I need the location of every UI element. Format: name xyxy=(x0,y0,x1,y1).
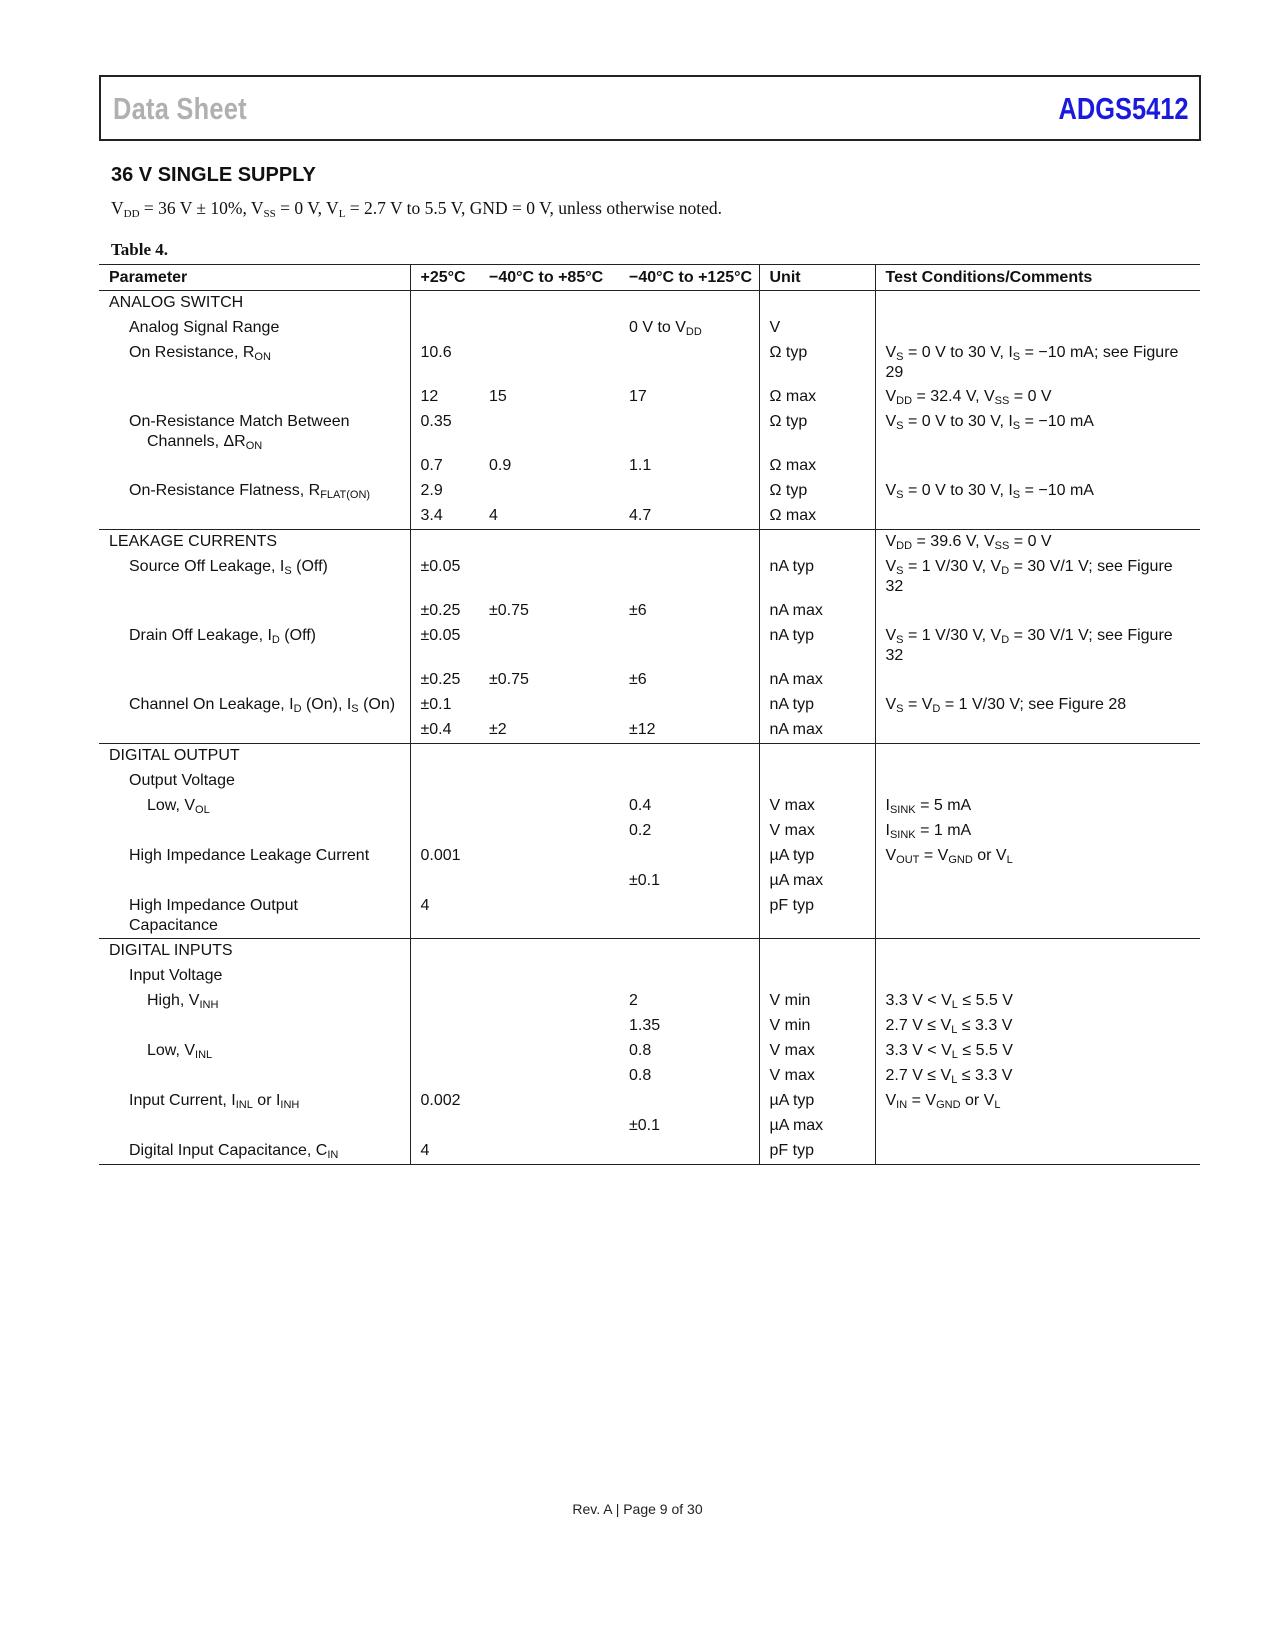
table-row xyxy=(99,599,1200,624)
table-row xyxy=(99,819,1200,844)
unit-cell: nA typ xyxy=(759,555,875,599)
param-cell: Input Voltage xyxy=(129,967,223,984)
value-25c-cell: 0.002 xyxy=(410,1089,479,1114)
value-25c-cell xyxy=(410,989,479,1014)
unit-cell: Ω max xyxy=(759,454,875,479)
unit-cell: Ω max xyxy=(759,504,875,530)
conditions-cell: $I_{SINK} = 1$ mA xyxy=(875,819,1200,844)
table-row xyxy=(99,989,1200,1014)
value-25c-cell: 0.001 xyxy=(410,844,479,869)
value-125c-cell: ±6 xyxy=(629,602,647,619)
table-row xyxy=(99,668,1200,693)
unit-cell: V max xyxy=(759,1039,875,1064)
value-85c-cell xyxy=(479,964,619,989)
value-25c-cell xyxy=(410,794,479,819)
conditions-cell: 3.3 $V < V_L \le 5.5$ V xyxy=(875,1039,1200,1064)
value-125c-cell xyxy=(619,1089,759,1114)
value-25c-cell: ±0.1 xyxy=(410,693,479,718)
conditions-cell: $V_{IN} = V_{GND}$ or $V_L$ xyxy=(875,1089,1200,1114)
param-cell: On-Resistance Flatness, $R_{FLAT(ON)}$ xyxy=(129,482,371,501)
value-25c-cell xyxy=(410,1114,479,1139)
conditions-cell: 2.7 $V \le V_L \le 3.3$ V xyxy=(875,1014,1200,1039)
unit-cell: µA max xyxy=(759,869,875,894)
value-125c-cell xyxy=(619,844,759,869)
value-85c-cell: ±0.75 xyxy=(489,671,529,688)
conditions-cell: $V_{OUT} = V_{GND}$ or $V_L$ xyxy=(875,844,1200,869)
unit-cell: Ω typ xyxy=(759,410,875,454)
table-row xyxy=(99,744,1200,770)
value-25c-cell xyxy=(410,291,479,317)
unit-cell: nA max xyxy=(759,668,875,693)
header-part-number: ADGS5412 xyxy=(1059,91,1189,126)
value-85c-cell xyxy=(479,555,619,599)
table-row xyxy=(99,1139,1200,1165)
unit-cell xyxy=(759,939,875,965)
unit-cell: V min xyxy=(759,989,875,1014)
unit-cell: Ω typ xyxy=(759,341,875,385)
value-25c-cell xyxy=(410,1064,479,1089)
conditions-cell xyxy=(875,718,1200,744)
conditions-cell: 3.3 $V < V_L \le 5.5$ V xyxy=(875,989,1200,1014)
table-row xyxy=(99,479,1200,504)
param-cell: Low, $V_{OL}$ xyxy=(147,797,210,816)
specifications-table xyxy=(99,264,1200,1165)
value-85c-cell xyxy=(479,744,619,770)
value-25c-cell xyxy=(410,316,479,341)
unit-cell: V max xyxy=(759,819,875,844)
param-cell xyxy=(99,1014,410,1039)
value-25c-cell xyxy=(410,964,479,989)
unit-cell: Ω max xyxy=(759,385,875,410)
table-row xyxy=(99,504,1200,530)
value-25c-cell: 4 xyxy=(410,1139,479,1165)
table-row xyxy=(99,316,1200,341)
table-row xyxy=(99,291,1200,317)
table-row xyxy=(99,718,1200,744)
value-85c-cell xyxy=(479,1139,619,1165)
value-125c-cell xyxy=(619,530,759,556)
value-125c-cell xyxy=(619,410,759,454)
conditions-cell xyxy=(875,744,1200,770)
table-row xyxy=(99,1039,1200,1064)
table-row xyxy=(99,555,1200,599)
value-85c-cell: 4 xyxy=(479,504,619,530)
conditions-cell: $V_S = 0$ V to 30 V, $I_S = -10$ mA xyxy=(875,410,1200,454)
conditions-cell xyxy=(875,1114,1200,1139)
param-cell: Drain Off Leakage, $I_D$ (Off) xyxy=(129,627,317,646)
param-cell: High Impedance Output Capacitance xyxy=(99,894,410,939)
value-25c-cell: ±0.4 xyxy=(410,718,479,744)
value-125c-cell xyxy=(619,964,759,989)
conditions-cell: $V_S = 1$ V/30 V, $V_D = 30$ V/1 V; see Figure 32 xyxy=(875,624,1200,668)
table-row xyxy=(99,844,1200,869)
header-parameter: Parameter xyxy=(99,265,410,291)
param-cell: Source Off Leakage, $I_S$ (Off) xyxy=(129,558,328,577)
unit-cell: nA max xyxy=(759,599,875,624)
value-125c-cell: 4.7 xyxy=(619,504,759,530)
value-85c-cell: 15 xyxy=(489,388,507,405)
value-125c-cell xyxy=(619,479,759,504)
table-row xyxy=(99,769,1200,794)
param-cell xyxy=(99,385,410,410)
table-row xyxy=(99,1114,1200,1139)
header-conditions: Test Conditions/Comments xyxy=(875,265,1200,291)
unit-cell xyxy=(759,530,875,556)
param-cell xyxy=(99,819,410,844)
value-125c-cell xyxy=(619,1139,759,1165)
value-125c-cell: ±12 xyxy=(619,718,759,744)
param-cell xyxy=(99,869,410,894)
conditions-cell: $V_S = 1$ V/30 V, $V_D = 30$ V/1 V; see Figure 32 xyxy=(875,555,1200,599)
value-125c-cell: ±6 xyxy=(629,671,647,688)
value-85c-cell: 0.9 xyxy=(489,457,512,474)
header-unit: Unit xyxy=(759,265,875,291)
value-25c-cell: ±0.25 xyxy=(410,599,479,624)
conditions-cell: $V_S = 0$ V to 30 V, $I_S = -10$ mA; see Figure 29 xyxy=(875,341,1200,385)
unit-cell: µA max xyxy=(759,1114,875,1139)
value-85c-cell xyxy=(479,479,619,504)
value-125c-cell xyxy=(619,894,759,939)
conditions-cell xyxy=(875,1139,1200,1165)
conditions-cell xyxy=(875,291,1200,317)
value-25c-cell: ±0.05 xyxy=(410,624,479,668)
conditions-cell: 2.7 $V \le V_L \le 3.3$ V xyxy=(875,1064,1200,1089)
value-25c-cell: 2.9 xyxy=(410,479,479,504)
value-85c-cell xyxy=(479,769,619,794)
param-cell xyxy=(99,454,410,479)
param-cell xyxy=(99,1114,410,1139)
value-85c-cell: ±0.75 xyxy=(489,602,529,619)
value-85c-cell xyxy=(479,794,619,819)
value-25c-cell: 4 xyxy=(410,894,479,939)
value-85c-cell xyxy=(479,1089,619,1114)
value-125c-cell: 0.2 xyxy=(629,822,652,839)
value-25c-cell xyxy=(410,1039,479,1064)
param-cell: ANALOG SWITCH xyxy=(109,294,244,311)
value-85c-cell xyxy=(479,869,619,894)
table-row xyxy=(99,869,1200,894)
unit-cell xyxy=(759,964,875,989)
value-125c-cell xyxy=(619,555,759,599)
param-cell: LEAKAGE CURRENTS xyxy=(109,533,278,550)
value-85c-cell xyxy=(479,989,619,1014)
param-cell xyxy=(99,718,410,744)
param-cell: Input Current, $I_{INL}$ or $I_{INH}$ xyxy=(129,1092,300,1111)
header-25c: +25°C xyxy=(410,265,479,291)
conditions-cell xyxy=(875,894,1200,939)
table-row xyxy=(99,341,1200,385)
table-row xyxy=(99,410,1200,454)
table-row xyxy=(99,693,1200,718)
value-85c-cell: ±2 xyxy=(479,718,619,744)
unit-cell: pF typ xyxy=(759,894,875,939)
param-cell xyxy=(99,1064,410,1089)
conditions-cell xyxy=(875,599,1200,624)
value-125c-cell xyxy=(619,769,759,794)
value-125c-cell: 1.1 xyxy=(629,457,652,474)
conditions-cell: $V_S = V_D = 1$ V/30 V; see Figure 28 xyxy=(875,693,1200,718)
unit-cell xyxy=(759,744,875,770)
value-125c-cell: 2 xyxy=(629,992,638,1009)
value-25c-cell: 12 xyxy=(410,385,479,410)
value-85c-cell xyxy=(479,291,619,317)
param-cell xyxy=(99,668,410,693)
value-125c-cell: 0.8 xyxy=(629,1042,652,1059)
conditions-cell: $V_{DD} = 32.4$ V, $V_{SS} = 0$ V xyxy=(875,385,1200,410)
conditions-cell xyxy=(875,504,1200,530)
value-85c-cell xyxy=(479,530,619,556)
value-85c-cell xyxy=(479,316,619,341)
table-row xyxy=(99,454,1200,479)
param-cell: On-Resistance Match Between Channels, $\Delta R_{ON}$ xyxy=(129,413,350,452)
conditions-cell xyxy=(875,668,1200,693)
param-cell: DIGITAL INPUTS xyxy=(109,942,233,959)
conditions-cell xyxy=(875,939,1200,965)
value-25c-cell xyxy=(410,769,479,794)
value-25c-cell: 0.35 xyxy=(410,410,479,454)
conditions-cell xyxy=(875,316,1200,341)
value-125c-cell xyxy=(619,341,759,385)
value-85c-cell xyxy=(479,1114,619,1139)
unit-cell: V min xyxy=(759,1014,875,1039)
section-title: 36 V SINGLE SUPPLY xyxy=(111,164,316,186)
table-row xyxy=(99,964,1200,989)
value-25c-cell xyxy=(410,869,479,894)
value-25c-cell xyxy=(410,530,479,556)
value-125c-cell: 17 xyxy=(629,388,647,405)
value-125c-cell: 0.4 xyxy=(629,797,652,814)
value-85c-cell xyxy=(479,1039,619,1064)
unit-cell: V xyxy=(759,316,875,341)
value-25c-cell xyxy=(410,819,479,844)
table-row xyxy=(99,1014,1200,1039)
param-cell: DIGITAL OUTPUT xyxy=(109,747,240,764)
value-125c-cell: ±0.1 xyxy=(629,872,661,889)
param-cell: High, $V_{INH}$ xyxy=(147,992,219,1011)
unit-cell: Ω typ xyxy=(759,479,875,504)
value-85c-cell xyxy=(479,844,619,869)
table-row xyxy=(99,530,1200,556)
param-cell: Digital Input Capacitance, $C_{IN}$ xyxy=(99,1139,410,1165)
param-cell: Channel On Leakage, $I_D$ (On), $I_S$ (On) xyxy=(129,696,396,715)
table-row xyxy=(99,794,1200,819)
table-header-row xyxy=(99,265,1200,291)
unit-cell: pF typ xyxy=(759,1139,875,1165)
value-125c-cell xyxy=(619,624,759,668)
param-cell: Output Voltage xyxy=(129,772,235,789)
param-cell: Analog Signal Range xyxy=(129,319,280,336)
param-cell xyxy=(99,599,410,624)
page-header xyxy=(99,75,1201,141)
unit-cell: µA typ xyxy=(759,844,875,869)
conditions-cell: $V_S = 0$ V to 30 V, $I_S = -10$ mA xyxy=(875,479,1200,504)
unit-cell xyxy=(759,769,875,794)
header-doc-type: Data Sheet xyxy=(113,91,247,126)
param-cell xyxy=(99,504,410,530)
table-caption: Table 4. xyxy=(111,240,169,259)
value-25c-cell: 3.4 xyxy=(410,504,479,530)
unit-cell xyxy=(759,291,875,317)
value-125c-cell xyxy=(619,939,759,965)
value-85c-cell xyxy=(479,410,619,454)
value-125c-cell: ±0.1 xyxy=(629,1117,661,1134)
value-85c-cell xyxy=(479,624,619,668)
table-row xyxy=(99,385,1200,410)
table-body xyxy=(99,291,1200,1165)
value-125c-cell xyxy=(619,744,759,770)
unit-cell: V max xyxy=(759,1064,875,1089)
table-row xyxy=(99,1089,1200,1114)
header-85c: −40°C to +85°C xyxy=(479,265,619,291)
conditions-cell: $I_{SINK} = 5$ mA xyxy=(875,794,1200,819)
value-85c-cell xyxy=(479,939,619,965)
conditions-cell xyxy=(875,769,1200,794)
value-85c-cell xyxy=(479,819,619,844)
value-85c-cell xyxy=(479,1064,619,1089)
value-125c-cell: 0 V to $V_{DD}$ xyxy=(629,319,702,338)
value-25c-cell: 10.6 xyxy=(410,341,479,385)
page-footer: Rev. A | Page 9 of 30 xyxy=(572,1501,703,1517)
table-row xyxy=(99,939,1200,965)
unit-cell: nA typ xyxy=(759,624,875,668)
value-85c-cell xyxy=(479,693,619,718)
value-25c-cell: ±0.05 xyxy=(410,555,479,599)
value-25c-cell xyxy=(410,744,479,770)
conditions-cell xyxy=(875,964,1200,989)
supply-conditions: $V_{DD} = 36$ V ± 10%, $V_{SS} = 0$ V, $V_L = 2.7$ V to 5.5 V, GND = 0 V, unless otherwise noted. xyxy=(111,198,722,220)
value-25c-cell xyxy=(410,939,479,965)
value-25c-cell: 0.7 xyxy=(410,454,479,479)
table-row xyxy=(99,894,1200,939)
unit-cell: µA typ xyxy=(759,1089,875,1114)
value-25c-cell xyxy=(410,1014,479,1039)
value-85c-cell xyxy=(479,1014,619,1039)
value-25c-cell: ±0.25 xyxy=(410,668,479,693)
conditions-cell xyxy=(875,869,1200,894)
value-125c-cell xyxy=(619,693,759,718)
value-125c-cell xyxy=(619,291,759,317)
conditions-cell xyxy=(875,454,1200,479)
value-125c-cell: 0.8 xyxy=(629,1067,652,1084)
header-125c: −40°C to +125°C xyxy=(619,265,759,291)
conditions-cell: $V_{DD} = 39.6$ V, $V_{SS} = 0$ V xyxy=(875,530,1200,556)
value-85c-cell xyxy=(479,341,619,385)
value-85c-cell xyxy=(479,894,619,939)
unit-cell: nA max xyxy=(759,718,875,744)
unit-cell: nA typ xyxy=(759,693,875,718)
param-cell: High Impedance Leakage Current xyxy=(129,847,370,864)
param-cell: Low, $V_{INL}$ xyxy=(147,1042,213,1061)
unit-cell: V max xyxy=(759,794,875,819)
value-125c-cell: 1.35 xyxy=(629,1017,661,1034)
table-row xyxy=(99,624,1200,668)
param-cell: On Resistance, $R_{ON}$ xyxy=(129,344,271,363)
table-row xyxy=(99,1064,1200,1089)
